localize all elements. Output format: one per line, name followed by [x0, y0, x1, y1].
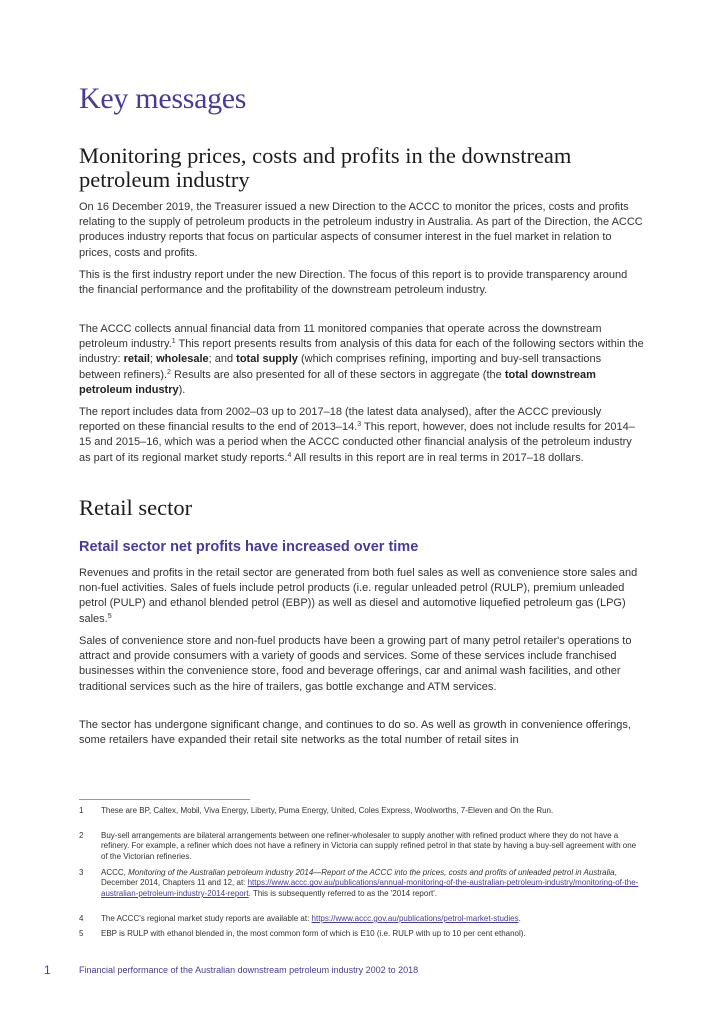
footnote-number: 4 — [79, 914, 84, 923]
term-retail: retail — [123, 353, 150, 366]
link-market-studies[interactable]: https://www.accc.gov.au/publications/petrol-market-studies — [311, 914, 519, 923]
term-total-downstream: total downstream petroleum industry — [79, 368, 596, 396]
paragraph-retail-revenues: Revenues and profits in the retail sector are generated from both fuel sales as well as convenience store sales and non-fuel activities. Sales of fuels include petrol products (i.e. regular unleaded petrol (RULP), premium unleaded petrol (PULP) and ethanol blended petrol (EBP)) as well as diesel and automotive liquefied petroleum gas (LPG) sales.$^5$ — [79, 567, 638, 625]
footnote-text: EBP is RULP with ethanol blended in, the most common form of which is E10 (i.e. RULP with up to 10 per cent ethanol). — [101, 929, 526, 938]
paragraph-convenience-sales: Sales of convenience store and non-fuel products have been a growing part of many petrol retailer's operations to attract and provide consumers with a variety of goods and services. Some of these services include franchised businesses within the convenience store, food and beverage offerings, car and animal wash facilities, and other traditional services such as the hire of trailers, gas bottle exchange and ATM services. — [79, 635, 632, 693]
footer-title: Financial performance of the Australian downstream petroleum industry 2002 to 2018 — [79, 965, 419, 975]
page-number: 1 — [44, 963, 51, 977]
footnote-divider — [79, 799, 250, 800]
term-total-supply: total supply — [236, 353, 298, 366]
section-heading-retail: Retail sector — [79, 495, 193, 520]
heading-line-2: petroleum industry — [79, 167, 250, 192]
term-wholesale: wholesale — [156, 353, 209, 366]
paragraph-first-report: This is the first industry report under the new Direction. The focus of this report is to provide transparency around the financial performance and the profitability of the downstream petroleum industry. — [79, 269, 628, 297]
footnote-number: 3 — [79, 868, 84, 877]
footnote-text: These are BP, Caltex, Mobil, Viva Energy, Liberty, Puma Energy, United, Coles Express, Woolworths, 7-Eleven and On the Run. — [101, 806, 554, 815]
paragraph-data-collection: The ACCC collects annual financial data from 11 monitored companies that operate across the downstream petroleum industry.$^1$ This report presents results from analysis of this data for each of the following sectors within the industry: retail; wholesale; and total supply (which comprises refining, importing and buy-sell transactions between refiners).$^2$ Results are also presented for all of these sectors in aggregate (the total downstream petroleum industry). — [79, 323, 644, 396]
heading-line-1: Monitoring prices, costs and profits in the downstream — [79, 143, 572, 168]
footnote-ref-3: 3 — [357, 421, 362, 429]
paragraph-sector-change: The sector has undergone significant change, and continues to do so. As well as growth in convenience offerings, some retailers have expanded their retail site networks as the total number of retail sites in — [79, 719, 631, 747]
footnote-ref-5: 5 — [107, 612, 112, 620]
footnote-number: 5 — [79, 929, 84, 938]
footnote-text: Buy-sell arrangements are bilateral arrangements between one refiner-wholesaler to supply another with refined product where they do not have a refinery. For example, a refiner which does not have a refinery in Victoria can supply refined petrol in that state by having a buy-sell agreement with one of the Victorian refineries. — [101, 831, 637, 861]
paragraph-report-scope: The report includes data from 2002–03 up to 2017–18 (the latest data analysed), after the ACCC previously reported on these financial results to the end of 2013–14.$^3$ This report, however, does not include results for 2014–15 and 2015–16, which was a period when the ACCC conducted other financial analysis of the petroleum industry as part of its regional market study reports.$^4$ All results in this report are in real terms in 2017–18 dollars. — [79, 406, 635, 464]
footnote-ref-4: 4 — [287, 451, 292, 459]
footnote-number: 1 — [79, 806, 84, 815]
footnote-text: ACCC, Monitoring of the Australian petroleum industry 2014—Report of the ACCC into the prices, costs and profits of unleaded petrol in Australia, December 2014, Chapters 11 and 12, at: https://www.accc.gov.au/publications/annual-monitoring-of-the-australian-petroleum-industry/monitoring-of-the-australian-petroleum-industry-2014-report. This is subsequently referred to as the '2014 report'. — [101, 868, 639, 898]
link-2014-report[interactable]: https://www.accc.gov.au/publications/annual-monitoring-of-the-australian-petroleum-industry/monitoring-of-the-australian-petroleum-industry-2014-report — [101, 878, 639, 898]
cited-report-title: Monitoring of the Australian petroleum industry 2014—Report of the ACCC into the prices, costs and profits of unleaded petrol in Australia — [128, 868, 615, 877]
subheading-retail-profits: Retail sector net profits have increased over time — [79, 539, 419, 555]
footnote-ref-2: 2 — [167, 368, 171, 376]
footnote-ref-1: 1 — [171, 338, 176, 346]
footnote-text: The ACCC's regional market study reports are available at: https://www.accc.gov.au/publications/petrol-market-studies. — [101, 914, 521, 923]
paragraph-direction: On 16 December 2019, the Treasurer issued a new Direction to the ACCC to monitor the prices, costs and profits relating to the supply of petroleum products in the petroleum industry in Australia. As part of the Direction, the ACCC produces industry reports that focus on particular aspects of consumer interest in the fuel market in relation to prices, costs and profits. — [79, 201, 643, 259]
page-title: Key messages — [79, 82, 247, 115]
section-heading-monitoring — [79, 144, 571, 192]
footnote-number: 2 — [79, 831, 84, 840]
